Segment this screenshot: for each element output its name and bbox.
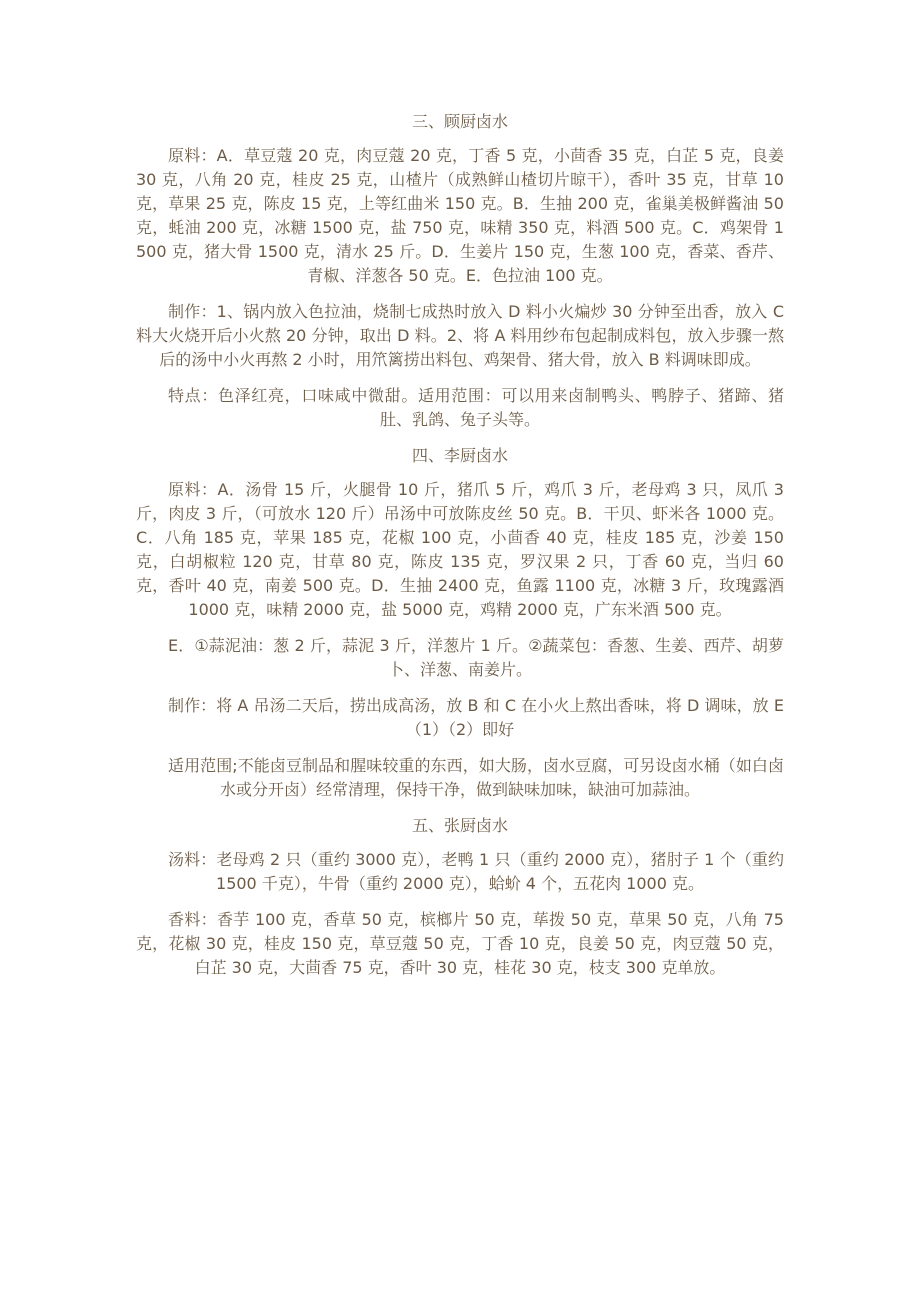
section-title: 四、李厨卤水 <box>411 446 508 465</box>
spice-ingredients-paragraph: 香料：香芋 100 克，香草 50 克，槟榔片 50 克，荜拨 50 克，草果 50 克，八角 75 克，花椒 30 克，桂皮 150 克，草豆蔻 50 克，丁香 10 克，良姜 50 克，肉豆蔻 50 克，白芷 30 克，大茴香 75 克，香叶 30 克，桂花 30 克，枝支 300 克单放。 <box>136 910 784 977</box>
ingredients-paragraph: 原料：A．草豆蔻 20 克，肉豆蔻 20 克，丁香 5 克，小茴香 35 克，白芷 5 克，良姜 30 克，八角 20 克，桂皮 25 克，山楂片（成熟鲜山楂切片晾干），香叶 35 克，甘草 10 克，草果 25 克，陈皮 15 克，上等红曲米 150 克。B．生抽 200 克，雀巢美极鲜酱油 50 克，蚝油 200 克，冰糖 1500 克，盐 750 克，味精 350 克，料酒 500 克。C．鸡架骨 1500 克，猪大骨 1500 克，清水 25 斤。D．生姜片 150 克，生葱 100 克，香菜、香芹、青椒、洋葱各 50 克。E．色拉油 100 克。 <box>136 146 784 285</box>
section-title: 三、顾厨卤水 <box>411 112 508 131</box>
garlic-oil-veg-pack-paragraph: E．①蒜泥油：葱 2 斤，蒜泥 3 斤，洋葱片 1 斤。②蔬菜包：香葱、生姜、西芹、胡萝卜、洋葱、南姜片。 <box>168 636 784 679</box>
ingredients-paragraph: 原料：A．汤骨 15 斤，火腿骨 10 斤，猪爪 5 斤，鸡爪 3 斤，老母鸡 3 只，凤爪 3 斤，肉皮 3 斤，（可放水 120 斤）吊汤中可放陈皮丝 50 克。B．干贝、虾米各 1000 克。C．八角 185 克，苹果 185 克，花椒 100 克，小茴香 40 克，桂皮 185 克，沙姜 150 克，白胡椒粒 120 克，甘草 80 克，陈皮 135 克，罗汉果 2 只，丁香 60 克，当归 60 克，香叶 40 克，南姜 500 克。D．生抽 2400 克，鱼露 1100 克，冰糖 3 斤，玫瑰露酒 1000 克，味精 2000 克，盐 5000 克，鸡精 2000 克，广东米酒 500 克。 <box>136 480 784 619</box>
method-paragraph: 制作：将 A 吊汤二天后，捞出成高汤，放 B 和 C 在小火上熬出香味，将 D 调味，放 E（1）（2）即好 <box>168 696 784 739</box>
usage-paragraph: 适用范围;不能卤豆制品和腥味较重的东西，如大肠，卤水豆腐，可另设卤水桶（如白卤水或分开卤）经常清理，保持干净，做到缺味加味，缺油可加蒜油。 <box>168 756 784 799</box>
document-body <box>136 110 784 992</box>
section-zhang-chef-brine <box>136 814 784 980</box>
section-li-chef-brine <box>136 444 784 802</box>
features-paragraph: 特点：色泽红亮，口味咸中微甜。适用范围：可以用来卤制鸭头、鸭脖子、猪蹄、猪肚、乳鸽、兔子头等。 <box>168 386 784 429</box>
soup-ingredients-paragraph: 汤料：老母鸡 2 只（重约 3000 克），老鸭 1 只（重约 2000 克），猪肘子 1 个（重约 1500 千克），牛骨（重约 2000 克），蛤蚧 4 个，五花肉 1000 克。 <box>168 850 784 893</box>
method-paragraph: 制作：1、锅内放入色拉油，烧制七成热时放入 D 料小火煸炒 30 分钟至出香，放入 C 料大火烧开后小火熬 20 分钟，取出 D 料。2、将 A 料用纱布包起制成料包，放入步骤一熬后的汤中小火再熬 2 小时，用笊篱捞出料包、鸡架骨、猪大骨，放入 B 料调味即成。 <box>136 302 784 369</box>
section-title: 五、张厨卤水 <box>411 816 508 835</box>
section-gu-chef-brine <box>136 110 784 432</box>
